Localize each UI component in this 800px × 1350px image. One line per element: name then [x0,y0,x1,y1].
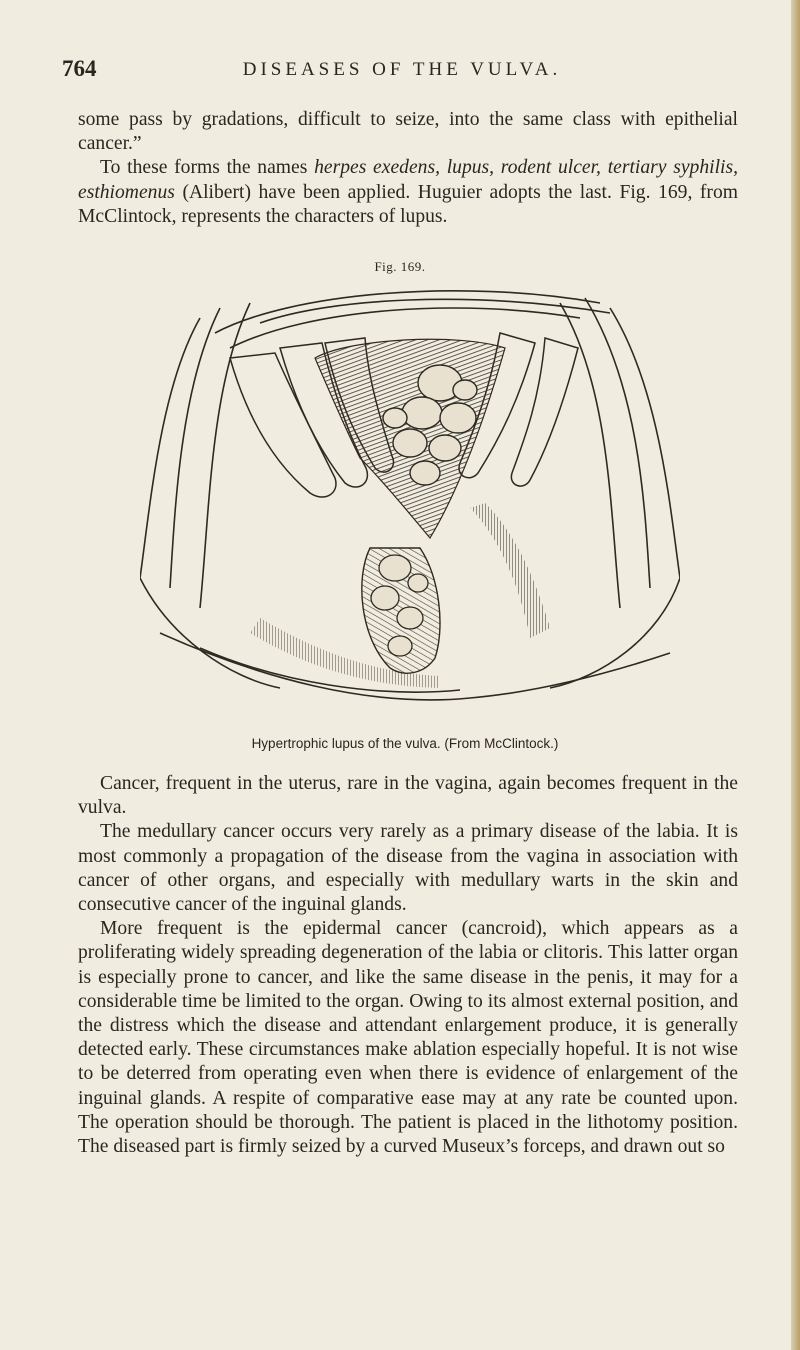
page-edge [791,0,800,1350]
paragraph [78,108,738,156]
figure-label: Fig. 169. [374,259,426,274]
text-run: (Alibert) have been applied. Huguier adopts the last. Fig. 169, from McClintock, represents the characters of lupus. [78,181,738,227]
running-head: DISEASES OF THE VULVA. [242,59,562,80]
text-run: Cancer, frequent in the uterus, rare in the vagina, again becomes frequent in the vulva. [78,773,738,819]
paragraph [78,820,738,917]
paragraph [78,156,738,229]
paragraph [78,772,738,820]
figure-caption: Hypertrophic lupus of the vulva. (From McClintock.) [251,736,559,751]
top-text-block [78,108,738,229]
italic-text: herpes exedens, lupus, rodent ulcer, tertiary syphilis, esthiomenus [78,157,738,203]
bottom-text-block [78,772,738,1159]
text-run: some pass by gradations, difficult to seize, into the same class with epithelial cancer.” [78,109,738,155]
paragraph [78,917,738,1159]
text-run: To these forms the names [100,157,315,179]
figure-illustration [140,278,680,718]
page-header [62,56,742,92]
page-number: 764 [62,56,97,81]
text-run: More frequent is the epidermal cancer (cancroid), which appears as a proliferating widely spreading degeneration of the labia or clitoris. This latter organ is especially prone to cancer, and like the same disease in the penis, it may for a considerable time be limited to the organ. Owing to its almost external position, and the distress which the disease and attendant enlargement produce, it is generally detected early. These circumstances make ablation especially hopeful. It is not wise to be deterred from operating even when there is evidence of enlargement of the inguinal glands. A respite of comparative ease may at any rate be counted upon. The operation should be thorough. The patient is placed in the lithotomy position. The diseased part is firmly seized by a curved Museux’s forceps, and drawn out so [78,918,738,1158]
text-run: The medullary cancer occurs very rarely as a primary disease of the labia. It is most commonly a propagation of the disease from the vagina in association with cancer of other organs, and especially with medullary warts in the skin and consecutive cancer of the inguinal glands. [78,821,738,916]
